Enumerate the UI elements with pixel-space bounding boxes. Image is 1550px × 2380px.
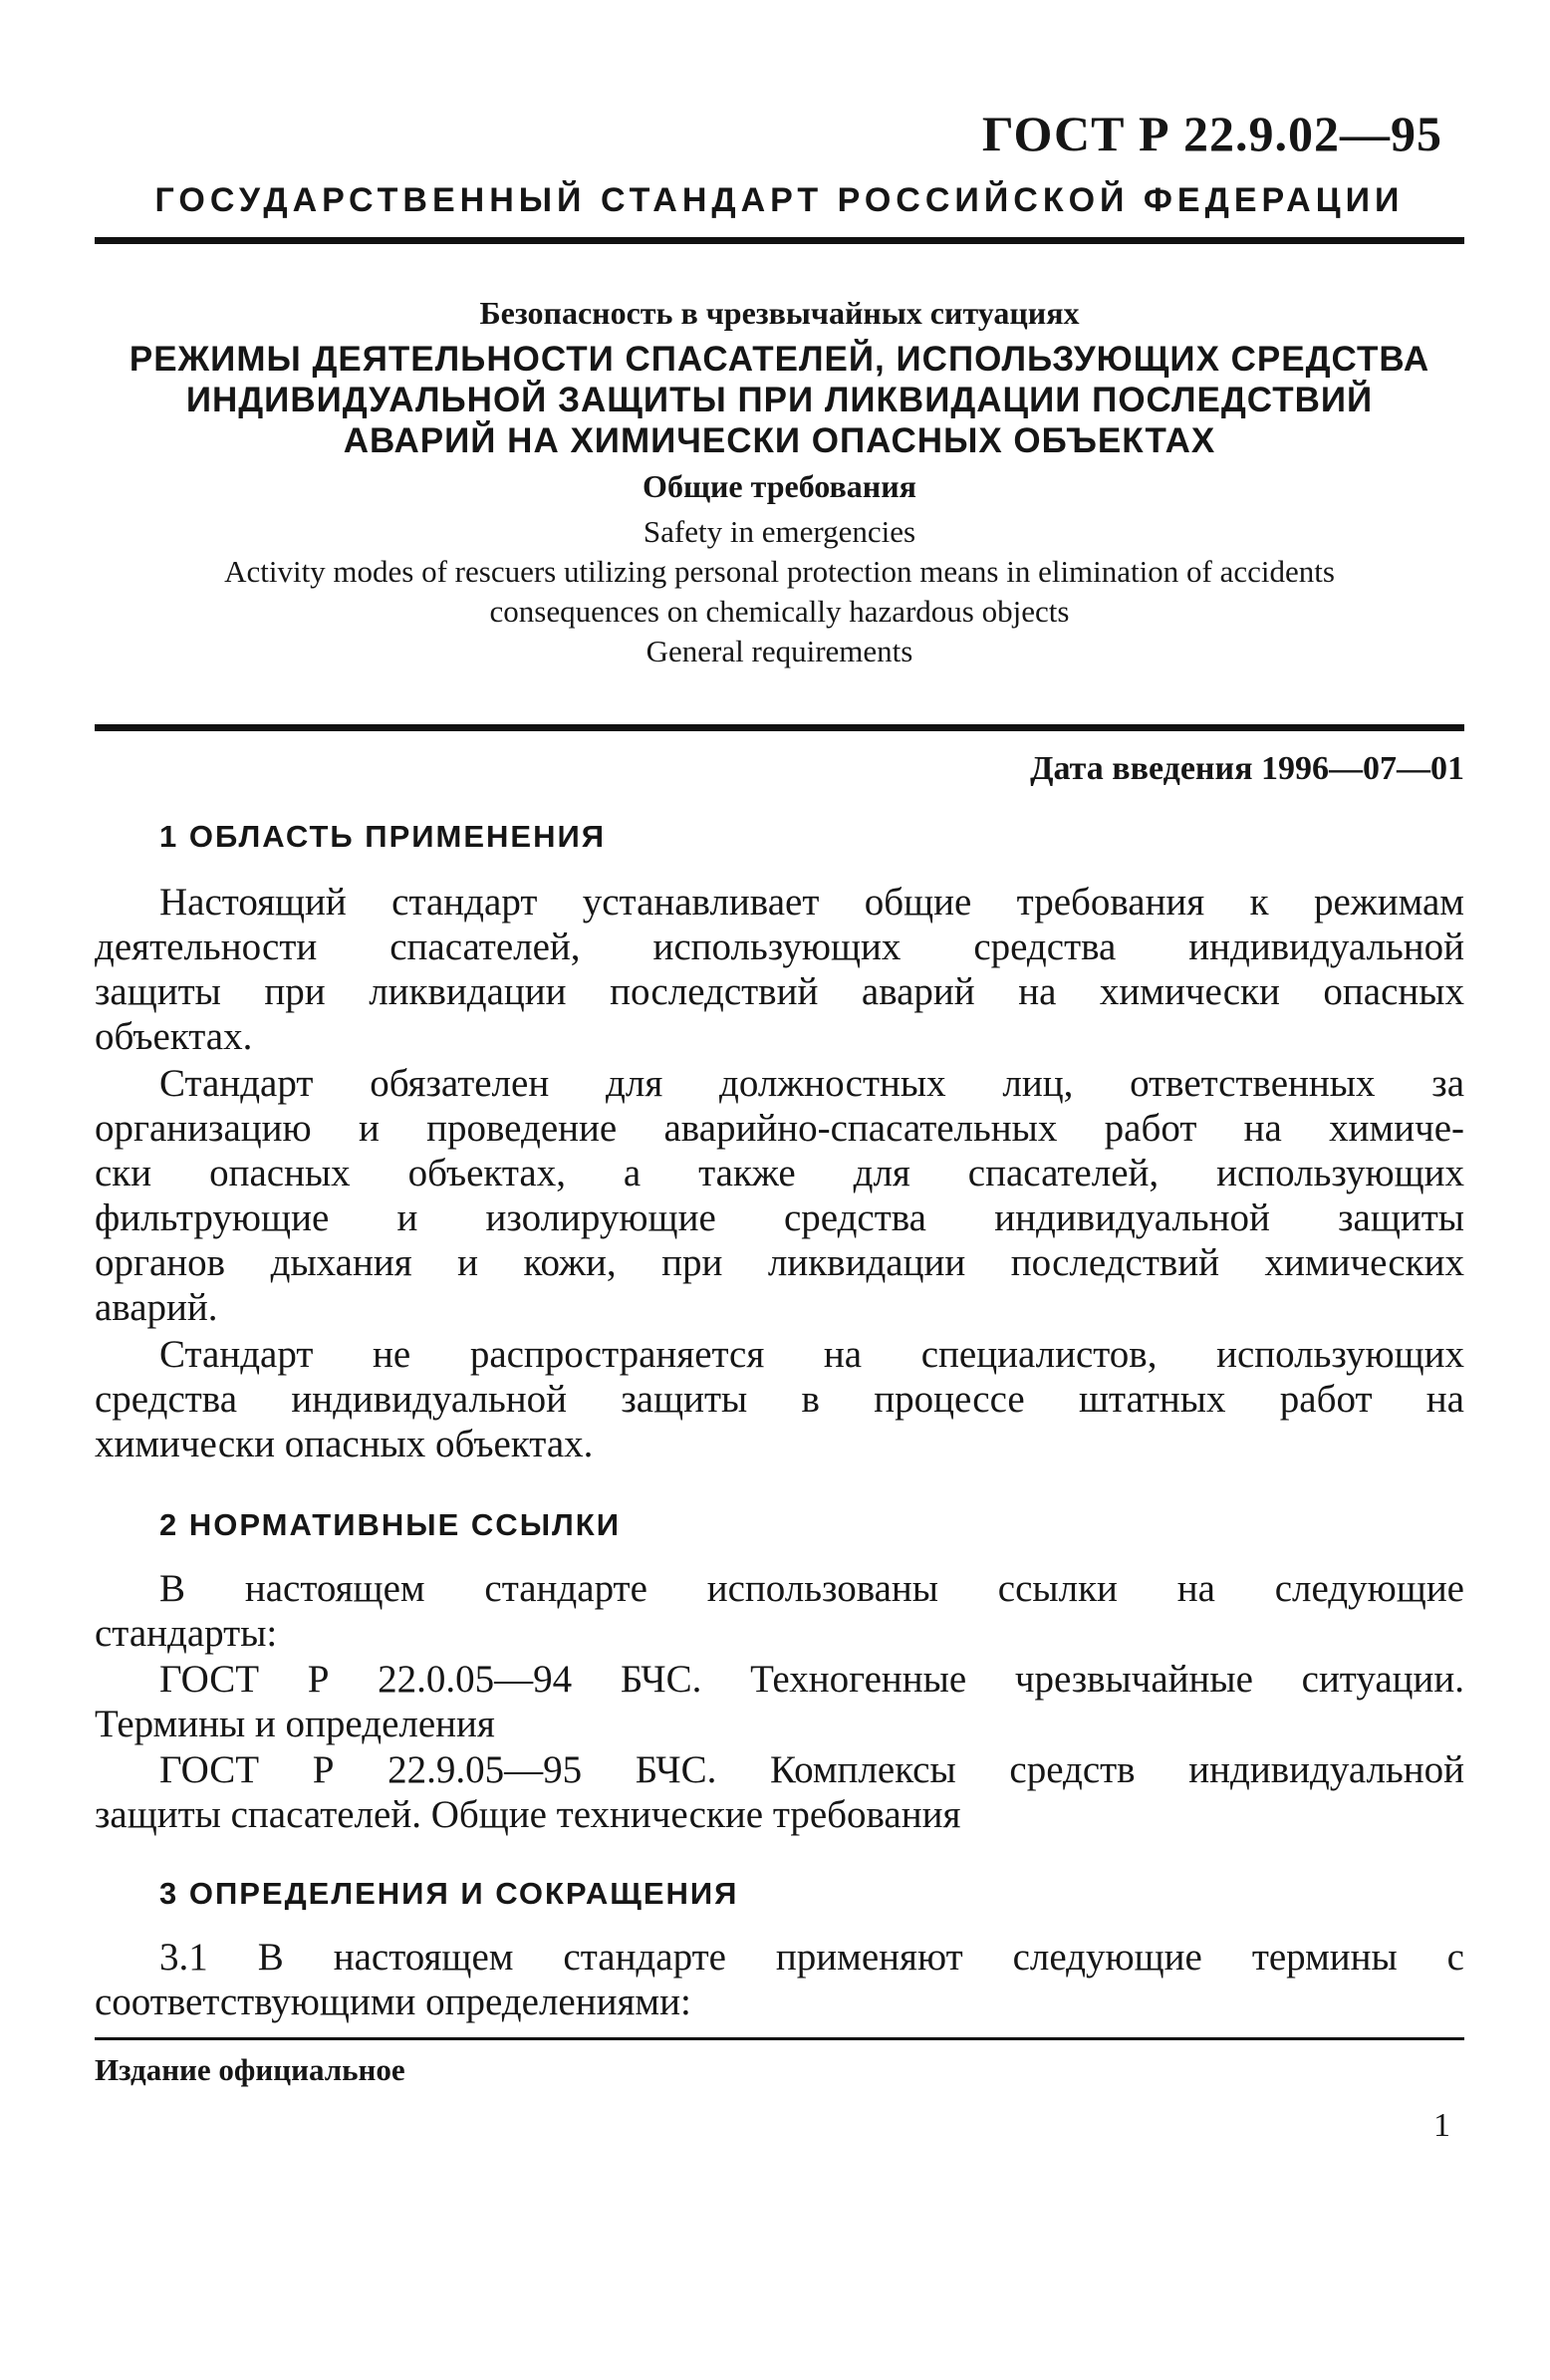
document-title bbox=[95, 339, 1464, 461]
standard-type: ГОСУДАРСТВЕННЫЙ СТАНДАРТ РОССИЙСКОЙ ФЕДЕРАЦИИ bbox=[154, 181, 1405, 219]
section-2-paragraph-1: В настоящем стандарте использованы ссылки на следующие стандарты: bbox=[95, 1567, 1464, 1655]
section-1-paragraph-2: Стандарт обязателен для должностных лиц, ответственных за организацию и проведение аварийно-спасательных работ на химиче- ски опасных объектах, а также для спасателей, использующих фильтрующие и изолирующие средства индивидуальной защиты органов дыхания и кожи, при ликвидации последствий химических аварий. bbox=[95, 1062, 1464, 1329]
title-line: РЕЖИМЫ ДЕЯТЕЛЬНОСТИ СПАСАТЕЛЕЙ, ИСПОЛЬЗУЮЩИХ СРЕДСТВА bbox=[129, 340, 1430, 379]
subtitle: Общие требования bbox=[643, 468, 916, 504]
english-subtitle: General requirements bbox=[646, 634, 913, 668]
title-rule bbox=[95, 724, 1464, 731]
section-1-paragraph-1: Настоящий стандарт устанавливает общие требования к режимам деятельности спасателей, использующих средства индивидуальной защиты при ликвидации последствий аварий на химически опасных объектах. bbox=[95, 881, 1464, 1058]
english-title-line: consequences on chemically hazardous objects bbox=[489, 594, 1070, 629]
doc-code: ГОСТ Р 22.9.02—95 bbox=[981, 106, 1442, 161]
reference-1: ГОСТ Р 22.0.05—94 БЧС. Техногенные чрезвычайные ситуации. Термины и определения bbox=[95, 1658, 1464, 1745]
section-1-paragraph-3: Стандарт не распространяется на специалистов, использующих средства индивидуальной защиты в процессе штатных работ на химически опасных объектах. bbox=[95, 1333, 1464, 1465]
english-title-line: Activity modes of rescuers utilizing personal protection means in elimination of accidents bbox=[224, 554, 1335, 589]
edition-note: Издание официальное bbox=[95, 2052, 405, 2087]
series-title: Безопасность в чрезвычайных ситуациях bbox=[479, 295, 1080, 331]
title-line: АВАРИЙ НА ХИМИЧЕСКИ ОПАСНЫХ ОБЪЕКТАХ bbox=[343, 421, 1216, 460]
section-3-paragraph-1: 3.1 В настоящем стандарте применяют следующие термины с соответствующими определениями: bbox=[95, 1936, 1464, 2023]
reference-2: ГОСТ Р 22.9.05—95 БЧС. Комплексы средств индивидуальной защиты спасателей. Общие технические требования bbox=[95, 1748, 1464, 1836]
header-rule bbox=[95, 237, 1464, 244]
english-series: Safety in emergencies bbox=[643, 514, 916, 549]
intro-date: Дата введения 1996—07—01 bbox=[1030, 750, 1464, 787]
footer-rule bbox=[95, 2037, 1464, 2040]
section-3-heading: 3 ОПРЕДЕЛЕНИЯ И СОКРАЩЕНИЯ bbox=[159, 1876, 739, 1911]
section-2-heading: 2 НОРМАТИВНЫЕ ССЫЛКИ bbox=[159, 1507, 621, 1542]
section-1-heading: 1 ОБЛАСТЬ ПРИМЕНЕНИЯ bbox=[159, 819, 607, 854]
page-number: 1 bbox=[1433, 2107, 1450, 2144]
english-title-block bbox=[95, 512, 1464, 671]
title-line: ИНДИВИДУАЛЬНОЙ ЗАЩИТЫ ПРИ ЛИКВИДАЦИИ ПОСЛЕДСТВИЙ bbox=[185, 381, 1374, 419]
